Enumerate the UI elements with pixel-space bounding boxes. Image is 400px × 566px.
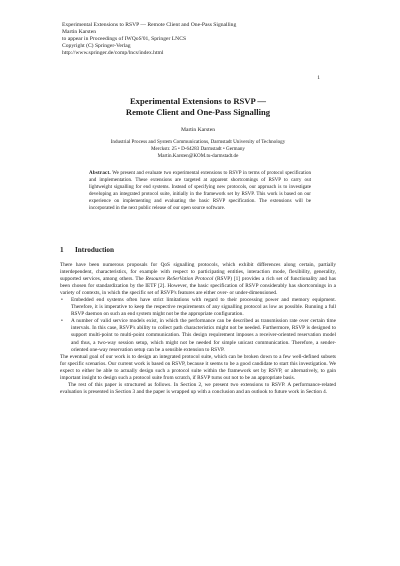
header-line-title: Experimental Extensions to RSVP — Remote Client and One-Pass Signalling — [62, 22, 237, 28]
paper-title — [60, 96, 336, 118]
affiliation-address: Merckstr. 25 • D-64283 Darmstadt • Germany — [151, 145, 245, 152]
affiliation — [60, 139, 336, 159]
intro-paragraph-3: The rest of this paper is structured as follows. In Section 2, we present two extensions to RSVP. A performance-related evaluation is presented in Section 3 and the paper is wrapped up with a conclusion and an outlook to future work in Section 4. — [60, 381, 336, 395]
intro-paragraph-2: The eventual goal of our work is to design an integrated protocol suite, which can be broken down to a few well-defined subsets for specific scenarios. Our current work is based on RSVP, because it seems to be a good candidate to start this investigation. We expect to either be able to actually design such a protocol suite within the framework set by RSVP, or alternatively, to gain important insight to design such a protocol suite from scratch, if RSVP turns out not to be an appropriate basis. — [60, 353, 336, 381]
header-line-venue: to appear in Proceedings of IWQoS'01, Springer LNCS — [62, 36, 187, 42]
section-title: Introduction — [75, 246, 115, 254]
author-name: Martin Karsten — [180, 127, 216, 133]
intro-p1-text-a: There have been numerous proposals for QoS signalling protocols, which exhibit differences along certain, partially interdependent, characteristics, for example with respect to participating entities, interaction mode, flexibility, generality, supported services, among others. The — [60, 262, 336, 283]
intro-p1-text-b: (RSVP) [1] provides a rich set of functionality and has been chosen for standardization by the IETF [2]. However, the basic specification of RSVP considerably has shortcomings in a variety of contexts, in which the specific set of RSVP's features are either over- or under-dimensioned. — [60, 276, 336, 297]
paper-title-line-2: Remote Client and One-Pass Signalling — [125, 107, 271, 117]
bullet-item — [60, 297, 336, 318]
section-number: 1 — [60, 246, 64, 254]
shortcoming-bullet-list — [60, 297, 336, 353]
intro-p1-italic-term: Resource ReSerVation Protocol — [145, 276, 214, 283]
intro-paragraph-1 — [60, 262, 336, 297]
abstract-text: We present and evaluate two experimental extensions to RSVP in terms of protocol specification and implementation. These extensions are targeted at apparent shortcomings of RSVP to carry out lightweight signalling for end systems. Instead of specifying new protocols, our approach is to investigate developing an integrated protocol suite, initially in the framework set by RSVP. This work is based on our experience on implementing and evaluating the basic RSVP specification. The extensions will be incorporated in the next public release of our open source software. — [89, 170, 312, 211]
page-number: 1 — [317, 75, 320, 81]
bullet-marker: • — [61, 318, 63, 325]
bullet-item — [60, 318, 336, 353]
bullet-text-embedded-systems: Embedded end systems often have strict limitations with regard to their processing power and memory equipment. Therefore, it is imperative to keep the respective requirements of any signalling protocol as low as possible. Running a full RSVP daemon on such an end system might not be the appropriate configuration. — [71, 297, 336, 318]
header-line-author: Martin Karsten — [62, 29, 97, 35]
header-line-copyright: Copyright (C) Springer-Verlag — [62, 43, 131, 49]
abstract — [89, 170, 311, 211]
affiliation-institution: Industrial Process and System Communications, Darmstadt University of Technology — [110, 139, 286, 145]
preprint-header — [62, 22, 342, 57]
affiliation-email: Martin.Karsten@KOM.tu-darmstadt.de — [157, 152, 239, 159]
introduction-body — [60, 262, 336, 396]
abstract-label: Abstract. — [89, 170, 111, 176]
bullet-text-service-models: A number of valid service models exist, in which the performance can be described as transmission rate over certain time intervals. In this case, RSVP's ability to collect path characteristics might not be needed. Furthermore, RSVP is designed to support multi-point to multi-point communication. This design requirement imposes a receiver-oriented reservation model and thus, a two-way session setup, which might not be needed for simple unicast communication. Therefore, a sender-oriented one-way reservation setup can be a sensible extension to RSVP. — [71, 318, 336, 353]
bullet-marker: • — [61, 297, 63, 304]
paper-title-line-1: Experimental Extensions to RSVP — — [129, 96, 267, 106]
header-line-url: http://www.springer.de/comp/lncs/index.html — [62, 50, 164, 56]
section-heading-introduction — [60, 246, 336, 255]
